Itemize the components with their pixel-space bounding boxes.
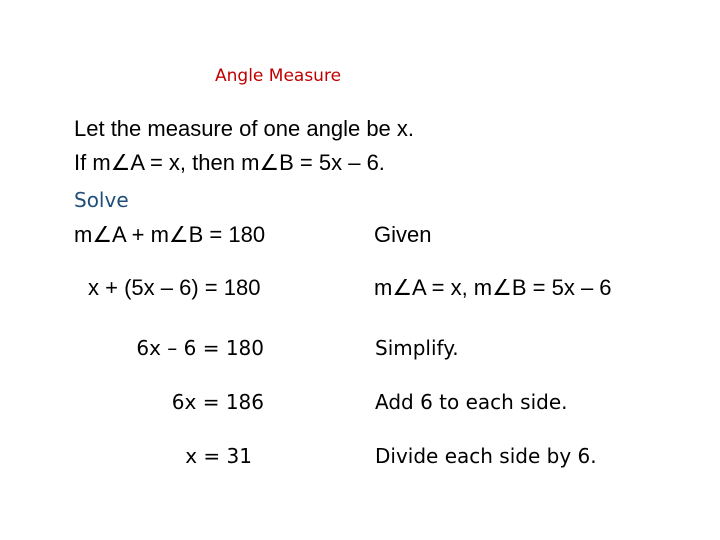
page-title: Angle Measure: [215, 66, 342, 86]
equation-add: 6x = 186: [171, 390, 264, 414]
equation-given: m∠A + m∠B = 180: [74, 222, 266, 247]
equation-substitution: x + (5x – 6) = 180: [88, 275, 261, 300]
solve-label: Solve: [74, 188, 129, 212]
justification-simplify: Simplify.: [375, 336, 459, 360]
justification-divide: Divide each side by 6.: [375, 444, 597, 468]
equation-simplify: 6x – 6 = 180: [136, 336, 264, 360]
equation-divide: x = 31: [185, 444, 252, 468]
intro-line-1: Let the measure of one angle be x.: [74, 116, 415, 141]
intro-line-2: If m∠A = x, then m∠B = 5x – 6.: [74, 150, 385, 175]
justification-given: Given: [374, 222, 432, 247]
justification-add: Add 6 to each side.: [375, 390, 568, 414]
justification-substitution: m∠A = x, m∠B = 5x – 6: [374, 275, 612, 300]
